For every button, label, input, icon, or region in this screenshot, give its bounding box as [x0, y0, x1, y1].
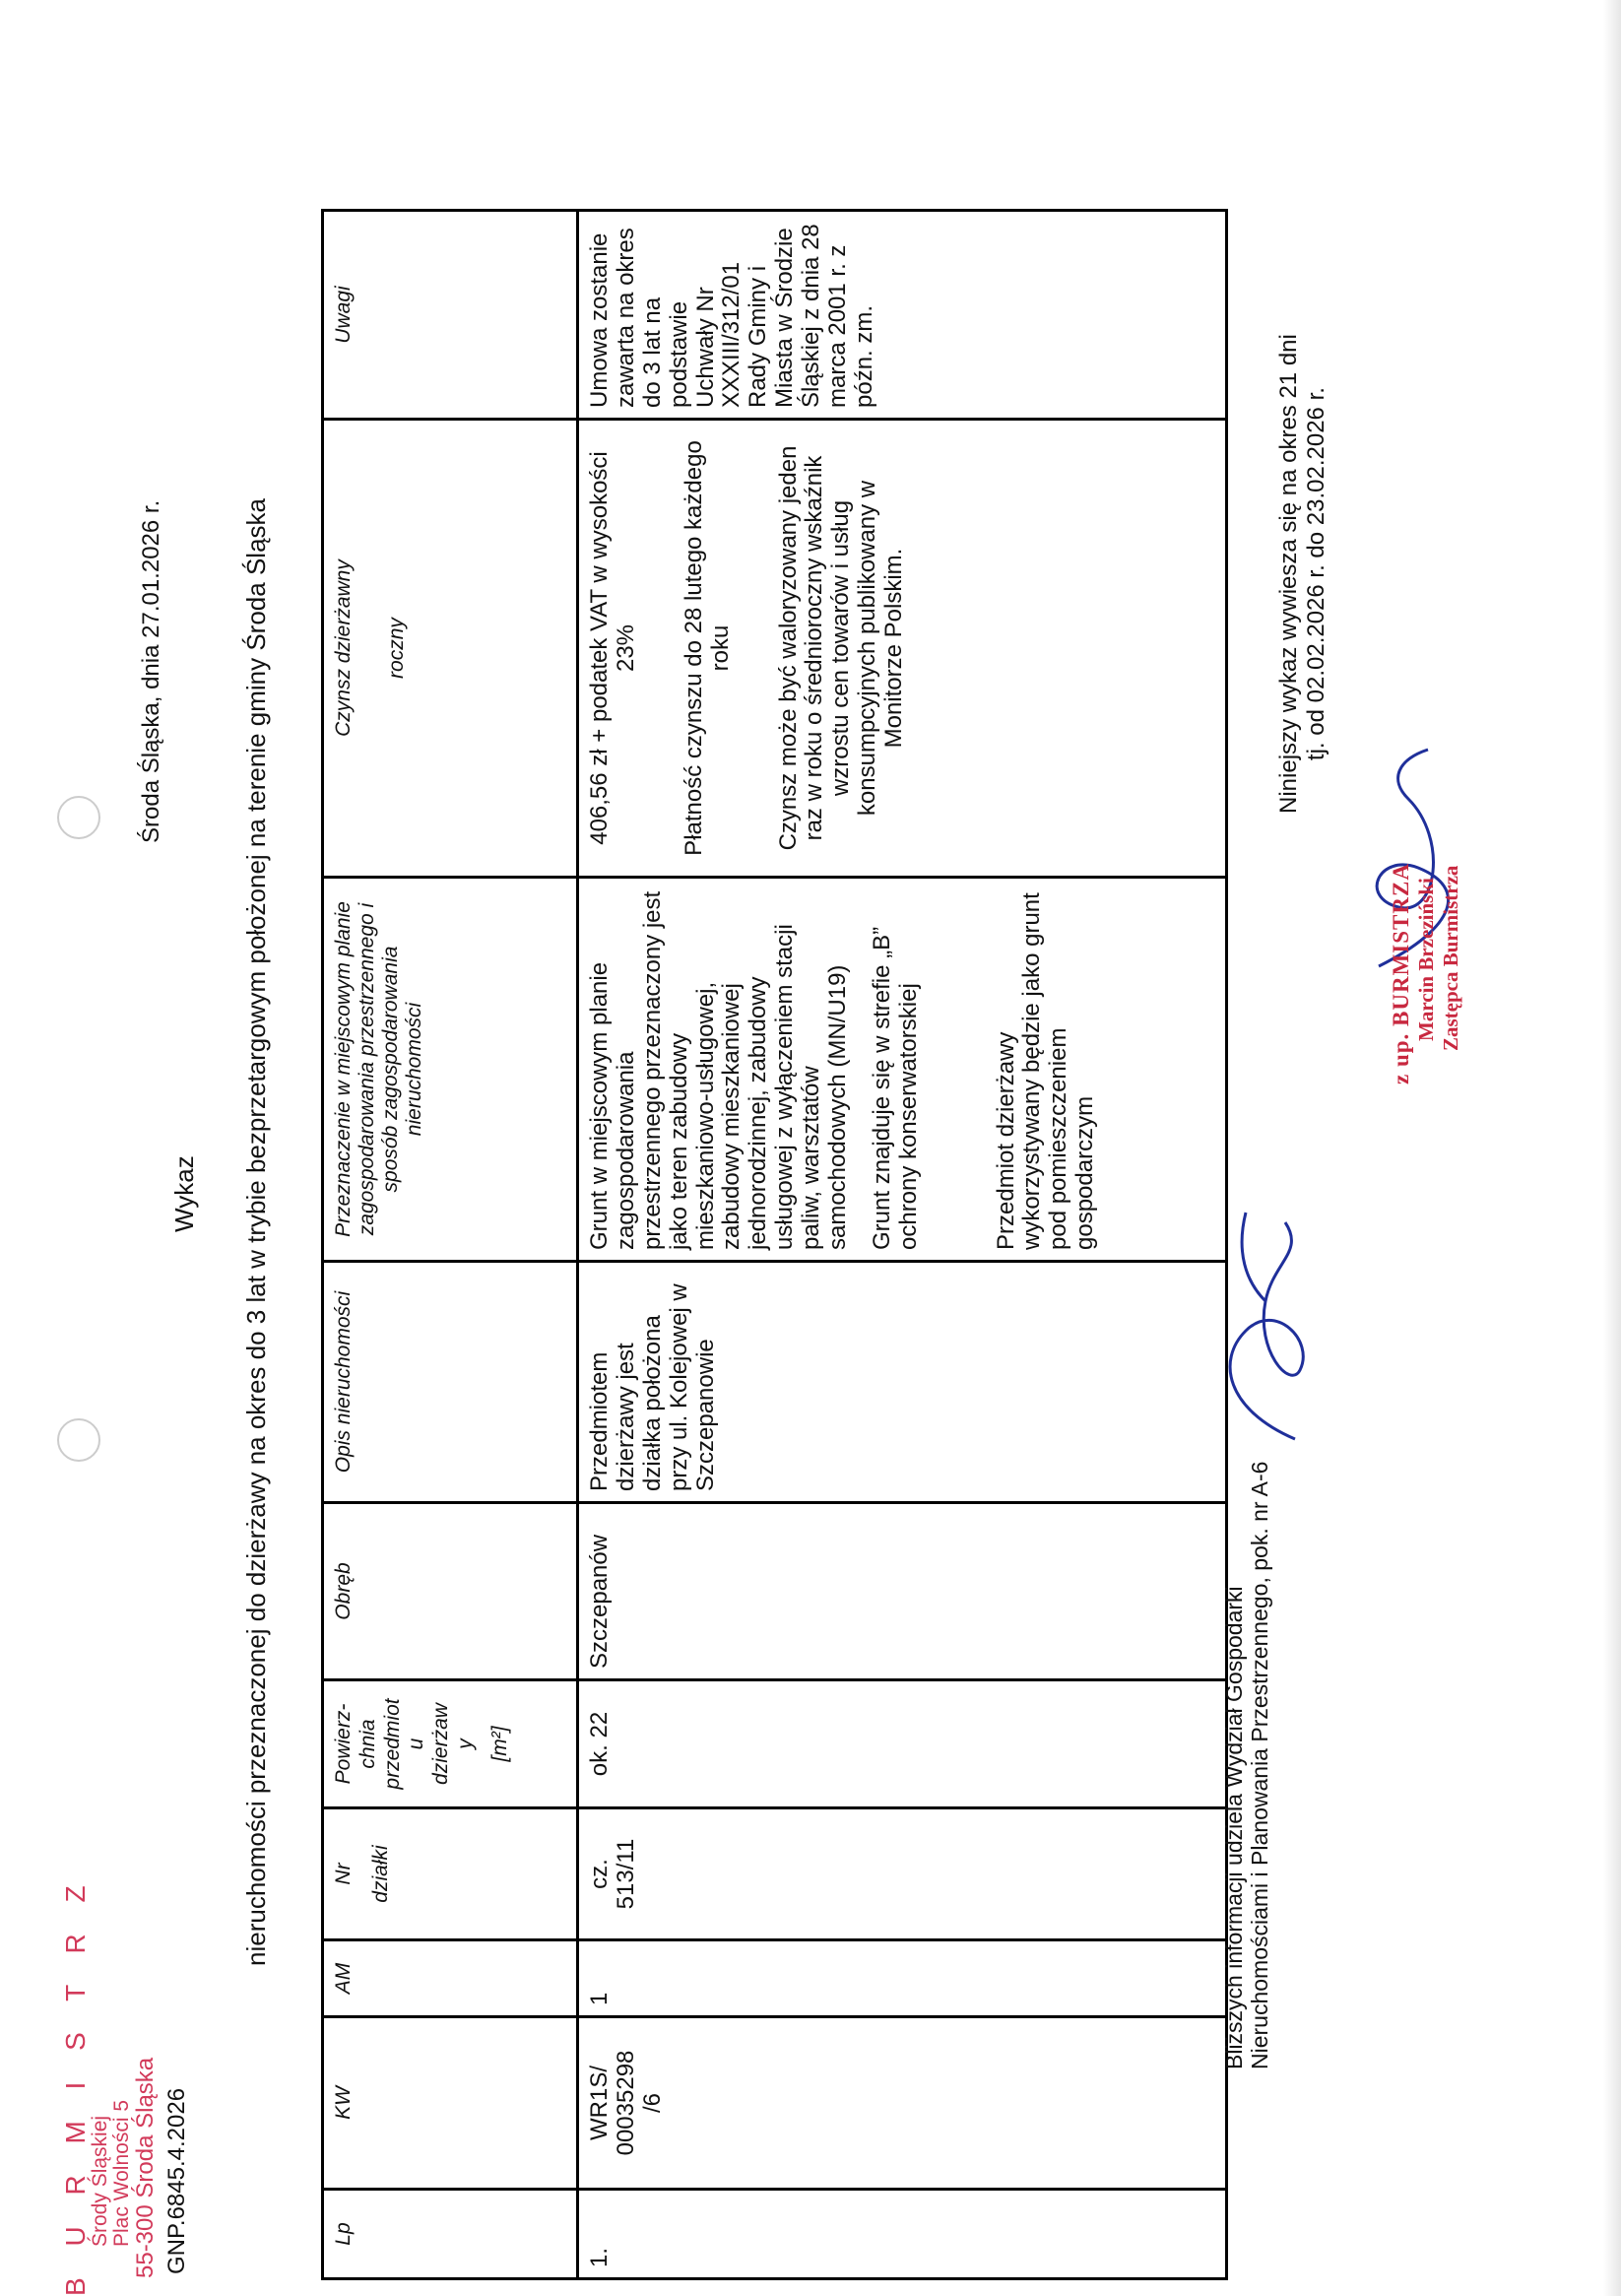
cell-uwagi: Umowa zostanie zawarta na okres do 3 lat na podstawie Uchwały Nr XXXIII/312/01 Rady Gminy i Miasta w Środzie Śląskiej z dnia 28 marca 2001 r. z późn. zm.: [578, 211, 1227, 420]
document-subtitle: nieruchomości przeznaczonej do dzierżawy na okres do 3 lat w trybie bezprzetargowym położonej na terenie gminy Środa Śląska: [241, 498, 271, 1966]
reference-number: GNP.6845.4.2026: [163, 2087, 190, 2274]
cell-kw: [578, 2017, 1227, 2190]
cell-text: Grunt znajduje się w strefie „B” ochrony konserwatorskiej: [868, 926, 922, 1250]
cell-text: 406,56 zł + podatek VAT w wysokości 23%: [586, 451, 639, 845]
office-stamp: [61, 1873, 159, 2296]
cell-text: Czynsz może być waloryzowany jeden raz w roku o średnioroczny wskaźnik wzrostu cen towarów i usług konsumpcyjnych publikowany w Monitorze Polskim.: [774, 445, 907, 851]
header-text: działki: [369, 1845, 392, 1903]
header-text: przedmiot: [380, 1698, 404, 1790]
header-text: Powierz-: [332, 1703, 355, 1785]
seal-line: Marcin Brzeziński: [1414, 878, 1439, 1041]
header-text: u: [405, 1738, 428, 1750]
header-text: roczny: [385, 618, 408, 679]
contact-info: [1221, 1462, 1273, 2069]
header-am: AM: [323, 1940, 578, 2017]
header-text: dzierżaw: [429, 1703, 453, 1785]
cell-powierzchnia: ok. 22: [578, 1680, 1227, 1808]
info-line: Bliższych informacji udziela Wydział Gospodarki: [1221, 1586, 1247, 2069]
cell-text: Grunt w miejscowym planie zagospodarowania przestrzennego przeznaczony jest jako teren zabudowy mieszkaniowo-usługowej, zabudowy mieszkaniowej jednorodzinnej, zabudowy usługowej z wyłączeniem stacji paliw, warsztatów samochodowych (MN/U19): [586, 890, 851, 1250]
handwritten-signature: [1206, 1193, 1344, 1449]
header-przeznaczenie: Przeznaczenie w miejscowym planie zagospodarowania przestrzennego i sposób zagospodarowania nieruchomości: [323, 878, 578, 1262]
stamp-line: Plac Wolności 5: [110, 2099, 134, 2247]
header-opis: Opis nieruchomości: [323, 1262, 578, 1503]
seal-line: Zastępca Burmistrza: [1438, 865, 1462, 1051]
cell-text: /6: [638, 2093, 666, 2114]
cell-am: 1: [578, 1940, 1227, 2017]
stamp-line: 55-300 Środa Śląska: [132, 2057, 160, 2278]
header-text: Czynsz dzierżawny: [332, 559, 355, 737]
cell-obreb: Szczepanów: [578, 1503, 1227, 1680]
cell-text: cz.: [586, 1859, 613, 1889]
header-text: Nr: [332, 1863, 355, 1885]
header-obreb: Obręb: [323, 1503, 578, 1680]
header-text: [m²]: [487, 1726, 511, 1762]
cell-text: WR1S/: [586, 2066, 613, 2141]
header-text: y: [453, 1738, 477, 1749]
cell-czynsz: [578, 420, 1227, 878]
header-lp: Lp: [323, 2190, 578, 2279]
posting-period: [1275, 334, 1329, 814]
info-line: Nieruchomościami i Planowania Przestrzennego, pok. nr A-6: [1247, 1461, 1273, 2069]
header-text: chnia: [356, 1719, 379, 1769]
document-title: Wykaz: [169, 1155, 199, 1232]
posting-line: Niniejszy wykaz wywiesza się na okres 21 dni: [1275, 334, 1302, 814]
official-seal: [1389, 863, 1462, 1084]
property-table: [321, 209, 1228, 2280]
cell-nr-dzialki: [578, 1808, 1227, 1940]
cell-opis: Przedmiotem dzierżawy jest działka położona przy ul. Kolejowej w Szczepanowie: [578, 1262, 1227, 1503]
header-uwagi: Uwagi: [323, 211, 578, 420]
header-powierzchnia: [323, 1680, 578, 1808]
cell-text: 00035298: [612, 2050, 639, 2156]
table-row: [578, 211, 1227, 2279]
table-header-row: [323, 211, 578, 2279]
header-nr-dzialki: [323, 1808, 578, 1940]
cell-przeznaczenie: [578, 878, 1227, 1262]
posting-line: tj. od 02.02.2026 r. do 23.02.2026 r.: [1302, 387, 1329, 761]
cell-lp: 1.: [578, 2190, 1227, 2279]
seal-line: z up. BURMISTRZA: [1389, 863, 1413, 1084]
cell-text: Płatność czynszu do 28 lutego każdego roku: [680, 440, 734, 856]
stamp-line: B U R M I S T R Z: [60, 1873, 91, 2296]
header-kw: KW: [323, 2017, 578, 2190]
header-czynsz: [323, 420, 578, 878]
cell-text: 513/11: [612, 1838, 639, 1910]
place-and-date: Środa Śląska, dnia 27.01.2026 r.: [138, 499, 164, 843]
cell-text: Przedmiot dzierżawy wykorzystywany będzie jako grunt pod pomieszczeniem gospodarczym: [992, 892, 1099, 1250]
stamp-line: Środy Śląskiej: [89, 2115, 112, 2247]
